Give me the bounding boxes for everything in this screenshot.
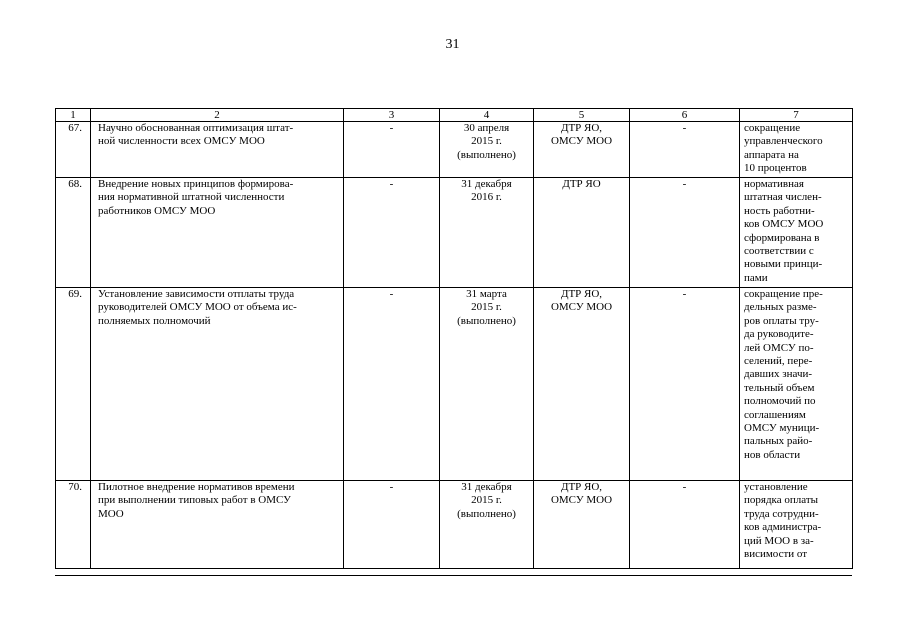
header-col-6: 6 <box>630 109 740 122</box>
header-col-2: 2 <box>91 109 344 122</box>
result-text: сокращение управленческого аппарата на 10 процентов <box>740 122 853 178</box>
executor-text: ДТР ЯО, ОМСУ МОО <box>534 122 630 178</box>
deadline-text: 31 декабря 2015 г. (выполнено) <box>440 481 534 569</box>
header-row <box>56 109 853 122</box>
col6-value: - <box>630 288 740 481</box>
executor-text: ДТР ЯО <box>534 178 630 288</box>
result-text: сокращение пре- дельных разме- ров оплаты тру- да руководите- лей ОМСУ по- селений, пере- давших значи- тельный объем полномочий по соглашениям ОМСУ муници- пальных райо- нов области <box>740 288 853 481</box>
table-row <box>56 178 853 288</box>
result-text: нормативная штатная числен- ность работни- ков ОМСУ МОО сформирована в соответствии с новыми принци- пами <box>740 178 853 288</box>
row-number: 67. <box>56 122 91 178</box>
measures-table <box>55 108 853 569</box>
col3-value: - <box>344 122 440 178</box>
header-col-5: 5 <box>534 109 630 122</box>
executor-text: ДТР ЯО, ОМСУ МОО <box>534 481 630 569</box>
header-col-7: 7 <box>740 109 853 122</box>
table-row <box>56 288 853 481</box>
deadline-text: 31 марта 2015 г. (выполнено) <box>440 288 534 481</box>
col3-value: - <box>344 178 440 288</box>
result-text: установление порядка оплаты труда сотрудни- ков администра- ций МОО в за- висимости от <box>740 481 853 569</box>
page-number: 31 <box>445 37 460 52</box>
measure-text: Пилотное внедрение нормативов времени при выполнении типовых работ в ОМСУ МОО <box>91 481 344 569</box>
col3-value: - <box>344 288 440 481</box>
measure-text: Внедрение новых принципов формирова- ния нормативной штатной численности работников ОМСУ МОО <box>91 178 344 288</box>
table-row <box>56 481 853 569</box>
col6-value: - <box>630 122 740 178</box>
deadline-text: 30 апреля 2015 г. (выполнено) <box>440 122 534 178</box>
col6-value: - <box>630 481 740 569</box>
measure-text: Научно обоснованная оптимизация штат- ной численности всех ОМСУ МОО <box>91 122 344 178</box>
row-number: 70. <box>56 481 91 569</box>
col6-value: - <box>630 178 740 288</box>
header-col-4: 4 <box>440 109 534 122</box>
deadline-text: 31 декабря 2016 г. <box>440 178 534 288</box>
row-number: 69. <box>56 288 91 481</box>
row-number: 68. <box>56 178 91 288</box>
col3-value: - <box>344 481 440 569</box>
header-col-1: 1 <box>56 109 91 122</box>
header-col-3: 3 <box>344 109 440 122</box>
measure-text: Установление зависимости отплаты труда руководителей ОМСУ МОО от объема ис- полняемых полномочий <box>91 288 344 481</box>
table-row <box>56 122 853 178</box>
table-bottom-border <box>55 575 852 576</box>
executor-text: ДТР ЯО, ОМСУ МОО <box>534 288 630 481</box>
